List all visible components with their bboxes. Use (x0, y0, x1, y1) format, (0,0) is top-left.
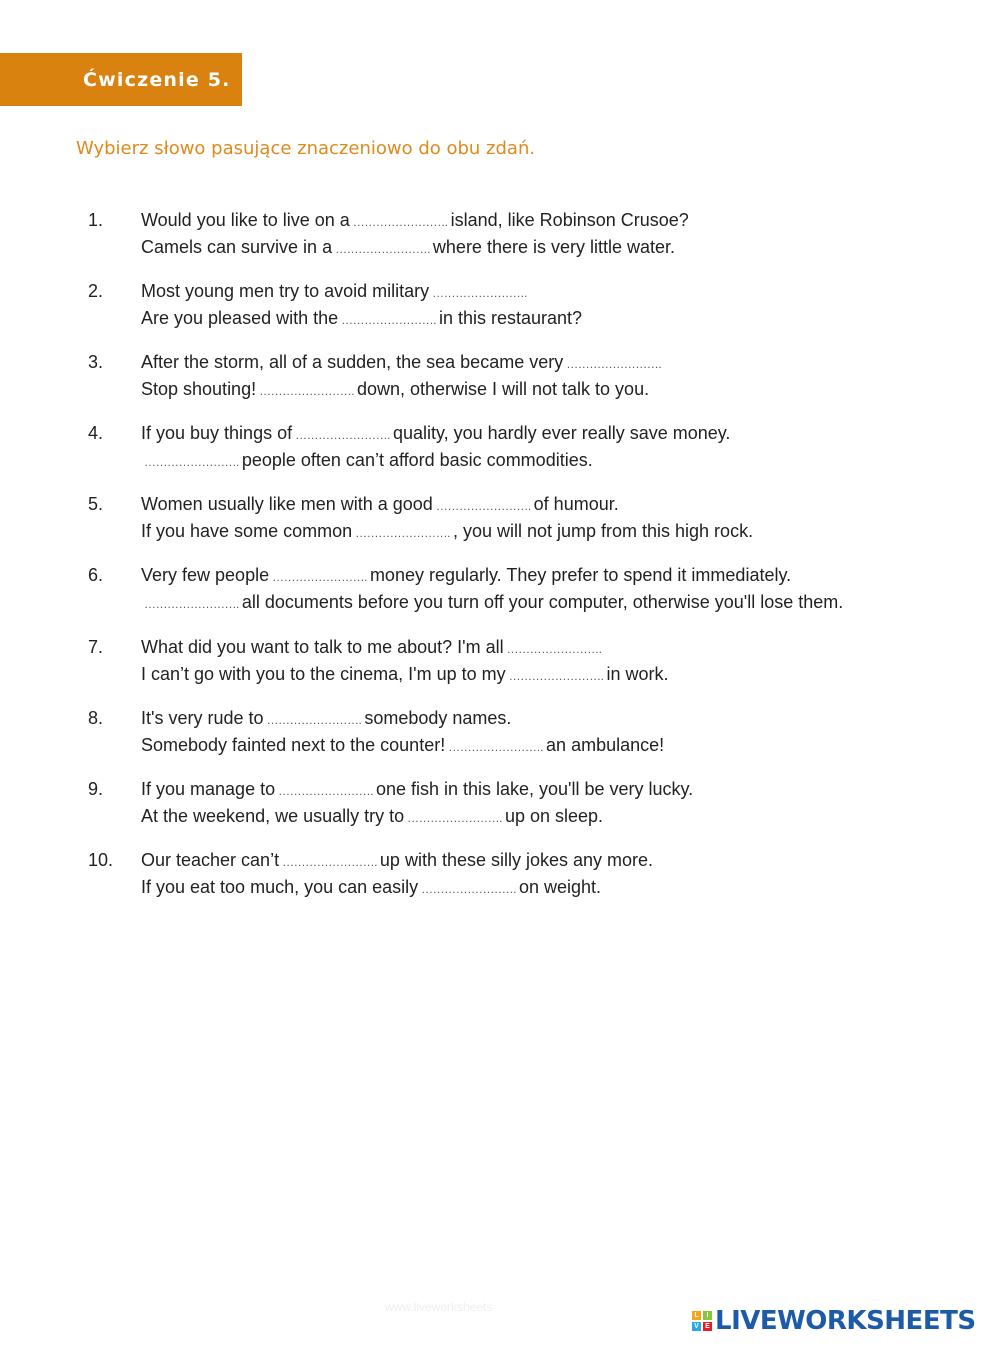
sentence-text-after: all documents before you turn off your computer, otherwise you'll lose them. (241, 592, 844, 613)
answer-gap[interactable]: ……………………. (335, 242, 430, 256)
sentence-1 (141, 705, 511, 734)
sentence-text-after: where there is very little water. (432, 237, 676, 257)
item-number: 7. (88, 636, 104, 657)
sentence-text-before: Would you like to live on a (141, 210, 350, 230)
item-number: 6. (88, 565, 104, 586)
item-number: 4. (88, 423, 104, 444)
sentence-1 (141, 776, 693, 805)
sentence-text-before: I can’t go with you to the cinema, I'm up to my (141, 663, 506, 684)
answer-gap[interactable]: ……………………. (506, 641, 602, 656)
exercise-item (88, 634, 948, 705)
sentence-text-before: Women usually like men with a good (141, 494, 433, 515)
item-number: 5. (88, 494, 104, 515)
answer-gap[interactable]: ……………………. (272, 570, 367, 585)
sentence-1 (141, 562, 791, 591)
item-number: 10. (88, 849, 114, 870)
sentence-text-after: money regularly. They prefer to spend it immediately. (369, 565, 792, 586)
item-number: 3. (88, 352, 104, 373)
sentence-text-before: If you eat too much, you can easily (141, 876, 419, 897)
sentence-text-before: Camels can survive in a (141, 237, 333, 257)
sentence-text-before: If you manage to (141, 778, 276, 799)
sentence-text-before: Very few people (141, 565, 270, 586)
sentence-text-before: Our teacher can’t (141, 849, 280, 870)
answer-gap[interactable]: ……………………. (448, 739, 544, 754)
liveworksheets-logo (692, 1306, 976, 1336)
sentence-text-after: people often can’t afford basic commodities. (241, 450, 593, 471)
answer-gap[interactable]: ……………………. (566, 357, 662, 372)
answer-gap[interactable]: ……………………. (352, 215, 448, 229)
sentence-1 (141, 847, 653, 876)
logo-letter: L (692, 1311, 701, 1320)
item-number: 8. (88, 707, 104, 728)
sentence-text-before: If you have some common (141, 521, 353, 542)
sentence-text-after: in this restaurant? (438, 308, 583, 329)
answer-gap[interactable]: ……………………. (435, 499, 531, 514)
sentence-1 (141, 278, 530, 307)
logo-mark-icon (692, 1311, 712, 1331)
sentence-2 (141, 234, 675, 263)
sentence-1 (141, 207, 689, 236)
answer-gap[interactable]: ……………………. (355, 526, 450, 541)
sentence-2 (141, 874, 601, 903)
sentence-text-before: Stop shouting! (141, 379, 257, 400)
sentence-2 (141, 661, 668, 690)
exercise-item (88, 278, 948, 349)
sentence-text-after: of humour. (533, 494, 619, 515)
exercise-list (88, 207, 948, 918)
sentence-2 (141, 518, 753, 547)
exercise-item (88, 491, 948, 562)
exercise-item (88, 420, 948, 491)
answer-gap[interactable]: ……………………. (259, 384, 354, 399)
logo-letter: I (703, 1311, 712, 1320)
logo-letter: V (692, 1322, 701, 1331)
answer-gap[interactable]: ……………………. (278, 783, 373, 798)
sentence-2 (141, 305, 582, 334)
sentence-text-after: one fish in this lake, you'll be very lucky. (375, 778, 694, 799)
answer-gap[interactable]: ……………………. (432, 286, 527, 301)
sentence-text-after: , you will not jump from this high rock. (452, 521, 754, 542)
footer-watermark-text: www.liveworksheets (385, 1300, 493, 1314)
sentence-text-before: At the weekend, we usually try to (141, 805, 405, 826)
sentence-text-after: an ambulance! (546, 734, 665, 755)
sentence-text-after: up on sleep. (504, 805, 604, 826)
sentence-text-after: on weight. (519, 876, 602, 897)
exercise-title: Ćwiczenie 5. (83, 68, 231, 91)
sentence-text-before: Are you pleased with the (141, 308, 339, 329)
sentence-2 (141, 376, 649, 405)
sentence-text-after: somebody names. (364, 707, 512, 728)
item-number: 9. (88, 778, 104, 799)
sentence-text-before: If you buy things of (141, 423, 293, 444)
sentence-2 (141, 589, 843, 618)
answer-gap[interactable]: ……………………. (341, 313, 436, 328)
sentence-2 (141, 803, 603, 832)
exercise-item (88, 705, 948, 776)
exercise-item (88, 562, 948, 633)
sentence-1 (141, 634, 604, 663)
sentence-text-before: What did you want to talk to me about? I'm all (141, 636, 504, 657)
sentence-1 (141, 349, 664, 378)
sentence-1 (141, 420, 730, 449)
answer-gap[interactable]: ……………………. (295, 428, 390, 443)
sentence-text-after: island, like Robinson Crusoe? (450, 210, 689, 230)
logo-letter: E (703, 1322, 712, 1331)
exercise-item (88, 847, 948, 918)
answer-gap[interactable]: ……………………. (282, 854, 377, 869)
answer-gap[interactable]: ……………………. (421, 881, 516, 896)
item-number: 2. (88, 281, 104, 302)
sentence-2 (141, 447, 593, 476)
exercise-item (88, 776, 948, 847)
sentence-text-before: After the storm, all of a sudden, the sea became very (141, 352, 564, 373)
answer-gap[interactable]: ……………………. (508, 668, 604, 683)
exercise-item (88, 207, 948, 278)
exercise-instruction: Wybierz słowo pasujące znaczeniowo do obu zdań. (76, 138, 536, 159)
exercise-header-bar (0, 53, 242, 106)
sentence-text-after: up with these silly jokes any more. (379, 849, 654, 870)
sentence-1 (141, 491, 619, 520)
item-number: 1. (88, 210, 104, 230)
answer-gap[interactable]: ……………………. (266, 712, 362, 727)
sentence-text-after: quality, you hardly ever really save money. (392, 423, 731, 444)
sentence-text-before: Somebody fainted next to the counter! (141, 734, 446, 755)
sentence-text-before: Most young men try to avoid military (141, 281, 430, 302)
answer-gap[interactable]: ……………………. (144, 455, 239, 470)
answer-gap[interactable]: ……………………. (144, 597, 239, 612)
logo-text: LIVEWORKSHEETS (715, 1306, 976, 1336)
answer-gap[interactable]: ……………………. (407, 810, 502, 825)
sentence-text-before: It's very rude to (141, 707, 264, 728)
exercise-item (88, 349, 948, 420)
sentence-2 (141, 732, 664, 761)
sentence-text-after: in work. (606, 663, 669, 684)
sentence-text-after: down, otherwise I will not talk to you. (356, 379, 650, 400)
